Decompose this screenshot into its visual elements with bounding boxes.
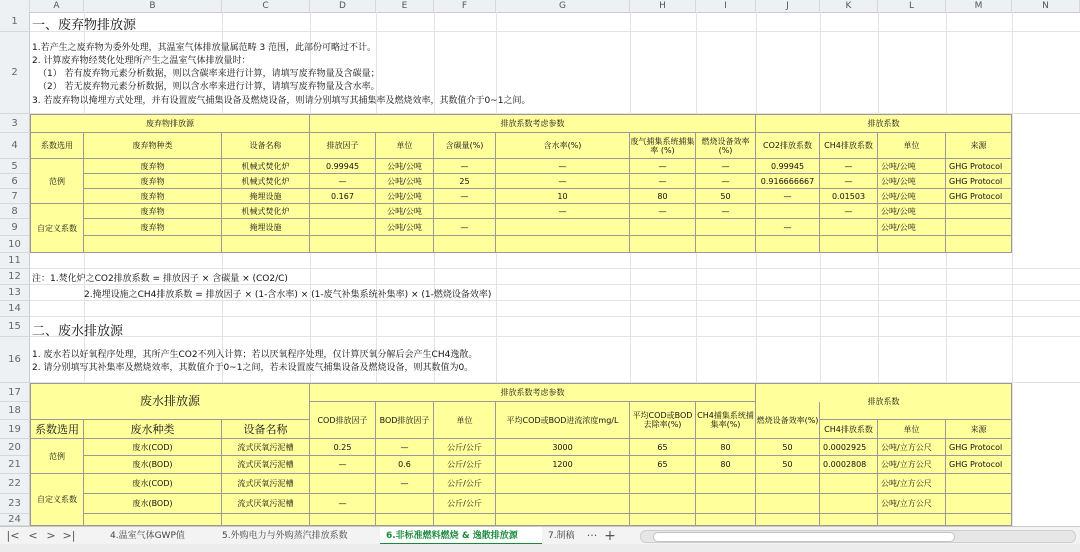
col-header[interactable]: 单位 [878, 133, 946, 159]
table-cell[interactable]: 废水(BOD) [84, 456, 222, 474]
column-header[interactable]: H [630, 0, 696, 12]
table-cell[interactable]: — [820, 159, 878, 174]
table-cell[interactable]: 80 [696, 439, 756, 456]
table-cell[interactable]: 50 [756, 456, 820, 474]
col-header[interactable]: 平均COD或BOD去除率(%) [630, 402, 696, 439]
table-cell[interactable]: 流式厌氧污泥槽 [222, 474, 310, 494]
col-header[interactable]: 排放因子 [310, 133, 376, 159]
note-line: 1.若产生之废弃物为委外处理，其温室气体排放量属范畴 3 范围，此部份可略过不计。 [32, 43, 377, 53]
col-header[interactable]: 系数选用 [30, 133, 84, 159]
column-header[interactable]: C [222, 0, 310, 12]
table-cell[interactable]: — [696, 159, 756, 174]
table-cell[interactable]: 公斤/公斤 [434, 474, 496, 494]
table-cell[interactable]: 废弃物 [84, 204, 222, 219]
table-cell[interactable] [310, 204, 376, 219]
sheet-tab[interactable]: 5.外购电力与外购蒸汽排放系数 [222, 531, 348, 541]
table-cell[interactable]: 0.0002925 [820, 439, 878, 456]
table-cell[interactable] [946, 474, 1012, 494]
row-header[interactable]: 8 [0, 204, 30, 219]
table-cell[interactable]: 机械式焚化炉 [222, 204, 310, 219]
table-cell[interactable]: GHG Protocol [946, 456, 1012, 474]
table-cell[interactable] [946, 514, 1012, 526]
column-header[interactable]: F [434, 0, 496, 12]
col-header[interactable]: 单位 [878, 420, 946, 439]
column-header[interactable]: A [30, 0, 84, 12]
row-header[interactable]: 6 [0, 174, 30, 189]
table-cell[interactable]: — [820, 174, 878, 189]
col-header[interactable]: 来源 [946, 133, 1012, 159]
table-cell[interactable] [820, 514, 878, 526]
table-cell[interactable]: 公吨/公吨 [878, 219, 946, 236]
table-cell[interactable] [946, 204, 1012, 219]
table-cell[interactable]: 公斤/公斤 [434, 494, 496, 514]
table-cell[interactable]: 公吨/立方公尺 [878, 474, 946, 494]
table-cell[interactable] [696, 514, 756, 526]
table-cell[interactable]: 公吨/公吨 [878, 159, 946, 174]
col-header[interactable]: 单位 [376, 133, 434, 159]
column-header[interactable]: K [820, 0, 878, 12]
table-cell[interactable]: 废水(COD) [84, 474, 222, 494]
col-header[interactable]: 含水率(%) [496, 133, 630, 159]
table-cell[interactable] [820, 219, 878, 236]
col-header[interactable]: 系数选用 [30, 420, 84, 439]
col-header[interactable]: CO2排放系数 [756, 133, 820, 159]
table-cell[interactable] [310, 236, 376, 253]
table-cell[interactable]: 废水(COD) [84, 439, 222, 456]
status-bar [0, 544, 1080, 552]
table-cell[interactable] [310, 474, 376, 494]
table-cell[interactable]: GHG Protocol [946, 174, 1012, 189]
table-cell[interactable] [310, 219, 376, 236]
table-cell[interactable] [84, 236, 222, 253]
table-cell[interactable]: — [630, 159, 696, 174]
table-cell[interactable]: 机械式焚化炉 [222, 174, 310, 189]
table-cell[interactable] [630, 514, 696, 526]
table-cell[interactable]: 废弃物 [84, 219, 222, 236]
note-line: 1. 废水若以好氧程序处理，其所产生CO2不列入计算；若以厌氧程序处理，仅计算厌氧分解后会产生CH4逸散。 [32, 350, 478, 360]
table-cell[interactable]: 65 [630, 439, 696, 456]
table-cell[interactable]: — [696, 204, 756, 219]
col-header[interactable]: 燃烧设备效率 (%) [696, 133, 756, 159]
table-cell[interactable]: — [310, 494, 376, 514]
table-cell[interactable]: 流式厌氧污泥槽 [222, 456, 310, 474]
last-sheet-button[interactable]: >| [62, 529, 76, 542]
sheet-tab[interactable]: 7.制稿 [548, 531, 575, 541]
table-cell[interactable]: 50 [756, 439, 820, 456]
table-cell[interactable]: 公吨/公吨 [376, 219, 434, 236]
prev-sheet-button[interactable]: < [28, 529, 38, 542]
row-header[interactable]: 3 [0, 114, 30, 133]
table-cell[interactable]: 废水(BOD) [84, 494, 222, 514]
column-header[interactable]: B [84, 0, 222, 12]
table-cell[interactable]: 流式厌氧污泥槽 [222, 439, 310, 456]
table-cell[interactable]: 公吨/公吨 [878, 189, 946, 204]
group-header-source[interactable]: 废水排放源 [30, 383, 310, 420]
row-header[interactable]: 13 [0, 285, 30, 301]
table-cell[interactable]: 掩埋设施 [222, 219, 310, 236]
group-header-factor[interactable]: 排放系数 [756, 114, 1012, 133]
column-header[interactable]: G [496, 0, 630, 12]
row-header[interactable]: 14 [0, 301, 30, 317]
table-cell[interactable] [376, 236, 434, 253]
table-cell[interactable] [496, 514, 630, 526]
group-header-params[interactable]: 排放系数考虑参数 [310, 383, 756, 402]
table-cell[interactable]: — [434, 159, 496, 174]
table-cell[interactable]: 1200 [496, 456, 630, 474]
table-cell[interactable]: — [496, 159, 630, 174]
table-cell[interactable] [222, 236, 310, 253]
note-line: （1） 若有废弃物元素分析数据，则以含碳率来进行计算，请填写废弃物量及含碳量； [38, 69, 380, 79]
formula-note-1: 注：1.焚化炉之CO2排放系数 = 排放因子 × 含碳量 × (CO2/C) [32, 274, 288, 284]
row-header[interactable]: 19 [0, 420, 30, 439]
table-cell[interactable] [756, 204, 820, 219]
column-header-bar [0, 0, 1080, 13]
table-cell[interactable]: 公斤/公斤 [434, 439, 496, 456]
table-cell[interactable]: 3000 [496, 439, 630, 456]
table-cell[interactable]: 0.25 [310, 439, 376, 456]
table-cell[interactable]: 公吨/公吨 [376, 174, 434, 189]
row-header[interactable]: 16 [0, 337, 30, 383]
note-line: 2. 请分别填写其补集率及燃烧效率，其数值介于0~1之间，若未设置废气捕集设备及燃烧设备，则其数值为0。 [32, 363, 474, 373]
column-header[interactable]: J [756, 0, 820, 12]
note-line: 3. 若废弃物以掩埋方式处理，并有设置废气捕集设备及燃烧设备，则请分别填写其捕集率及燃烧效率，其数值介于0~1之间。 [32, 96, 531, 106]
table-cell[interactable] [946, 494, 1012, 514]
table-cell[interactable] [434, 514, 496, 526]
table-cell[interactable] [496, 474, 630, 494]
table-cell[interactable]: 机械式焚化炉 [222, 159, 310, 174]
table-cell[interactable]: — [310, 174, 376, 189]
column-header[interactable]: M [946, 0, 1012, 12]
table-cell[interactable] [696, 236, 756, 253]
table-cell[interactable] [946, 236, 1012, 253]
table-cell[interactable]: 0.01503 [820, 189, 878, 204]
select-all-corner[interactable] [0, 0, 30, 12]
row-header[interactable]: 18 [0, 402, 30, 420]
col-header[interactable]: BOD排放因子 [376, 402, 434, 439]
table-cell[interactable] [222, 514, 310, 526]
first-sheet-button[interactable]: |< [6, 529, 20, 542]
table-cell[interactable]: — [630, 174, 696, 189]
row-header[interactable]: 2 [0, 32, 30, 114]
table-cell[interactable] [756, 494, 820, 514]
section-title-wastewater: 二、废水排放源 [32, 324, 124, 339]
col-header[interactable]: 燃烧设备效率(%) [756, 402, 820, 439]
example-label[interactable]: 范例 [30, 439, 84, 474]
col-header[interactable]: COD排放因子 [310, 402, 376, 439]
table-cell[interactable]: 公吨/公吨 [376, 204, 434, 219]
table-cell[interactable]: 0.167 [310, 189, 376, 204]
table-cell[interactable]: 0.6 [376, 456, 434, 474]
col-header[interactable]: 单位 [434, 402, 496, 439]
table-cell[interactable]: 公吨/公吨 [376, 189, 434, 204]
table-cell[interactable] [434, 236, 496, 253]
table-cell[interactable]: 流式厌氧污泥槽 [222, 494, 310, 514]
table-cell[interactable] [376, 514, 434, 526]
table-cell[interactable]: 0.99945 [310, 159, 376, 174]
formula-note-2: 2.掩埋设施之CH4排放系数 = 排放因子 × (1-含水率) × (1-废气补集系统补集率) × (1-燃烧设备效率) [84, 290, 492, 300]
sheet-tab[interactable]: 4.温室气体GWP值 [110, 531, 185, 541]
col-header[interactable]: 来源 [946, 420, 1012, 439]
add-sheet-icon[interactable]: + [604, 528, 616, 544]
table-cell[interactable]: — [696, 174, 756, 189]
col-header[interactable]: CH4排放系数 [820, 133, 878, 159]
more-sheets-button[interactable]: ··· [586, 529, 598, 542]
col-header[interactable]: CH4捕集系统捕集率(%) [696, 402, 756, 439]
table-cell[interactable] [946, 219, 1012, 236]
column-header[interactable]: I [696, 0, 756, 12]
table-cell[interactable]: 废弃物 [84, 159, 222, 174]
row-header[interactable]: 5 [0, 159, 30, 174]
table-cell[interactable]: 0.916666667 [756, 174, 820, 189]
table-cell[interactable] [630, 236, 696, 253]
next-sheet-button[interactable]: > [46, 529, 56, 542]
table-cell[interactable] [84, 514, 222, 526]
row-header[interactable]: 23 [0, 494, 30, 514]
table-cell[interactable]: — [310, 456, 376, 474]
table-cell[interactable] [878, 514, 946, 526]
column-header[interactable]: D [310, 0, 376, 12]
table-cell[interactable] [496, 219, 630, 236]
col-header[interactable]: 废气捕集系统捕集率 (%) [630, 133, 696, 159]
table-cell[interactable]: — [376, 474, 434, 494]
row-header[interactable]: 17 [0, 383, 30, 402]
table-cell[interactable]: — [630, 204, 696, 219]
table-cell[interactable]: 10 [496, 189, 630, 204]
column-header[interactable]: N [1012, 0, 1080, 12]
custom-label[interactable]: 自定义系数 [30, 474, 84, 526]
table-cell[interactable]: — [756, 189, 820, 204]
table-cell[interactable] [696, 219, 756, 236]
table-cell[interactable] [376, 494, 434, 514]
table-cell[interactable]: 0.99945 [756, 159, 820, 174]
table-cell[interactable]: 50 [696, 189, 756, 204]
group-header-params[interactable]: 排放系数考虑参数 [310, 114, 756, 133]
column-header[interactable]: E [376, 0, 434, 12]
section-title-waste: 一、废弃物排放源 [32, 18, 137, 33]
row-header[interactable]: 4 [0, 133, 30, 159]
table-cell[interactable] [820, 474, 878, 494]
table-cell[interactable] [756, 474, 820, 494]
table-cell[interactable] [496, 236, 630, 253]
sheet-tab-active[interactable]: 6.非标准燃料燃烧 & 逸散排放源 [380, 527, 542, 545]
row-header[interactable]: 1 [0, 12, 30, 32]
table-cell[interactable] [878, 236, 946, 253]
col-header[interactable]: 含碳量(%) [434, 133, 496, 159]
example-label[interactable]: 范例 [30, 159, 84, 204]
col-header[interactable]: 废弃物种类 [84, 133, 222, 159]
table-cell[interactable] [696, 494, 756, 514]
table-cell[interactable]: 80 [696, 456, 756, 474]
table-cell[interactable] [630, 219, 696, 236]
table-cell[interactable]: 公吨/立方公尺 [878, 439, 946, 456]
row-header[interactable]: 21 [0, 456, 30, 474]
table-cell[interactable] [820, 494, 878, 514]
col-header[interactable]: 设备名称 [222, 420, 310, 439]
table-cell[interactable]: 废弃物 [84, 189, 222, 204]
table-cell[interactable]: — [496, 174, 630, 189]
table-cell[interactable]: 公吨/公吨 [878, 204, 946, 219]
table-cell[interactable]: — [820, 204, 878, 219]
table-cell[interactable]: — [434, 219, 496, 236]
table-cell[interactable]: 65 [630, 456, 696, 474]
table-cell[interactable]: GHG Protocol [946, 189, 1012, 204]
row-header[interactable]: 7 [0, 189, 30, 204]
table-cell[interactable]: — [496, 204, 630, 219]
table-cell[interactable]: — [434, 189, 496, 204]
table-cell[interactable]: — [756, 219, 820, 236]
scrollbar-thumb[interactable] [653, 532, 955, 542]
table-cell[interactable]: 25 [434, 174, 496, 189]
custom-label[interactable]: 自定义系数 [30, 204, 84, 253]
table-cell[interactable] [756, 514, 820, 526]
table-cell[interactable] [630, 474, 696, 494]
table-cell[interactable]: 公吨/公吨 [878, 174, 946, 189]
row-header[interactable]: 20 [0, 439, 30, 456]
table-cell[interactable] [820, 236, 878, 253]
note-line: 2. 计算废弃物经焚化处理所产生之温室气体排放量时： [32, 56, 251, 66]
col-header[interactable]: 设备名称 [222, 133, 310, 159]
table-cell[interactable]: GHG Protocol [946, 439, 1012, 456]
sheet-tab-bar [0, 526, 1080, 545]
col-header[interactable]: 废水种类 [84, 420, 222, 439]
group-header-source[interactable]: 废弃物排放源 [30, 114, 310, 133]
table-cell[interactable]: 公吨/立方公尺 [878, 456, 946, 474]
row-header[interactable]: 12 [0, 269, 30, 285]
table-cell[interactable] [696, 474, 756, 494]
table-cell[interactable]: — [376, 439, 434, 456]
table-cell[interactable]: 0.0002808 [820, 456, 878, 474]
table-cell[interactable]: 掩埋设施 [222, 189, 310, 204]
group-header-factor[interactable]: 排放系数 [756, 383, 1012, 420]
col-header[interactable]: CH4排放系数 [820, 420, 878, 439]
table-cell[interactable]: 公斤/公斤 [434, 456, 496, 474]
table-cell[interactable] [756, 236, 820, 253]
table-cell[interactable] [310, 514, 376, 526]
row-header[interactable]: 15 [0, 317, 30, 337]
row-header[interactable]: 9 [0, 219, 30, 236]
table-cell[interactable]: 公吨/公吨 [376, 159, 434, 174]
table-cell[interactable] [434, 204, 496, 219]
row-header[interactable]: 10 [0, 236, 30, 253]
note-line: （2） 若无废弃物元素分析数据，则以含水率来进行计算，请填写废弃物量及含水率。 [38, 82, 380, 92]
row-header[interactable]: 24 [0, 514, 30, 526]
table-cell[interactable]: 80 [630, 189, 696, 204]
table-cell[interactable]: 废弃物 [84, 174, 222, 189]
col-header[interactable]: 平均COD或BOD进流浓度mg/L [496, 402, 630, 439]
table-cell[interactable]: GHG Protocol [946, 159, 1012, 174]
row-header[interactable]: 22 [0, 474, 30, 494]
table-cell[interactable] [630, 494, 696, 514]
column-header[interactable]: L [878, 0, 946, 12]
horizontal-scrollbar[interactable] [640, 530, 1076, 543]
row-header[interactable]: 11 [0, 253, 30, 269]
table-cell[interactable]: 公吨/立方公尺 [878, 494, 946, 514]
table-cell[interactable] [496, 494, 630, 514]
